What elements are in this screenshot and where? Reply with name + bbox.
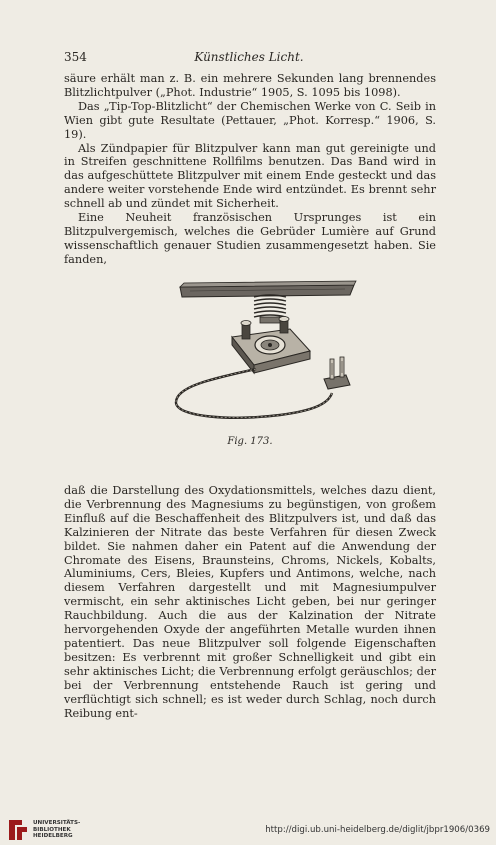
figure-flash-apparatus xyxy=(170,275,366,430)
body-text-top xyxy=(64,72,436,267)
paragraph: säure erhält man z. B. ein mehrere Sekunden lang brennendes Blitzlichtpulver („Phot. Industrie“ 1905, S. 1095 bis 1098). xyxy=(64,72,436,99)
source-url[interactable]: http://digi.ub.uni-heidelberg.de/diglit/jbpr1906/0369 xyxy=(265,825,490,835)
paragraph: daß die Darstellung des Oxydationsmittels, welches dazu dient, die Verbrennung des Magnesiums zu begünstigen, von großem Einfluß auf die Beschaffenheit des Blitzpulvers ist, und daß das Kalzinieren der Nitrate das beste Verfahren für diesen Zweck bildet. Sie nahmen daher ein Patent auf die Anwendung der Chromate des Eisens, Braunsteins, Chroms, Nickels, Kobalts, Aluminiums, Cers, Bleies, Kupfers und Antimons, welche, nach diesem Verfahren dargestellt und mit Magnesiumpulver vermischt, ein sehr aktinisches Licht geben, bei nur geringer Rauchbildung. Auch die aus der Kalzination der Nitrate hervorgehenden Oxyde der angeführten Metalle wurden ihnen patentiert. Das neue Blitzpulver soll folgende Eigenschaften besitzen: Es verbrennt mit großer Schnelligkeit und gibt ein sehr aktinisches Licht; die Verbrennung erfolgt geräuschlos; der bei der Verbrennung entstehende Rauch ist gering und verflüchtigt sich schnell; es ist weder durch Schlag, noch durch Reibung ent- xyxy=(64,484,436,720)
running-title: Künstliches Licht. xyxy=(194,50,304,64)
paragraph: Das „Tip-Top-Blitzlicht“ der Chemischen Werke von C. Seib in Wien gibt gute Resultate (Pettauer, „Phot. Korresp.“ 1906, S. 19). xyxy=(64,99,436,141)
footer xyxy=(0,815,496,845)
university-library-logo-icon xyxy=(6,818,30,842)
figure-caption: Fig. 173. xyxy=(227,436,273,447)
library-name: UNIVERSITÄTS- BIBLIOTHEK HEIDELBERG xyxy=(33,820,81,840)
paragraph: Eine Neuheit französischen Ursprunges ist ein Blitzpulvergemisch, welches die Gebrüder Lumière auf Grund wissenschaftlich genauer Studien zusammengesetzt haben. Sie fanden, xyxy=(64,211,436,266)
body-text-bottom xyxy=(64,484,436,720)
page-number: 354 xyxy=(64,50,87,64)
flash-apparatus-illustration xyxy=(170,275,366,430)
paragraph: Als Zündpapier für Blitzpulver kann man gut gereinigte und in Streifen geschnittene Rollfilms benutzen. Das Band wird in das aufgeschüttete Blitzpulver mit einem Ende gesteckt und das andere weiter vorstehende Ende wird entzündet. Es brennt sehr schnell ab und zündet mit Sicherheit. xyxy=(64,141,436,211)
